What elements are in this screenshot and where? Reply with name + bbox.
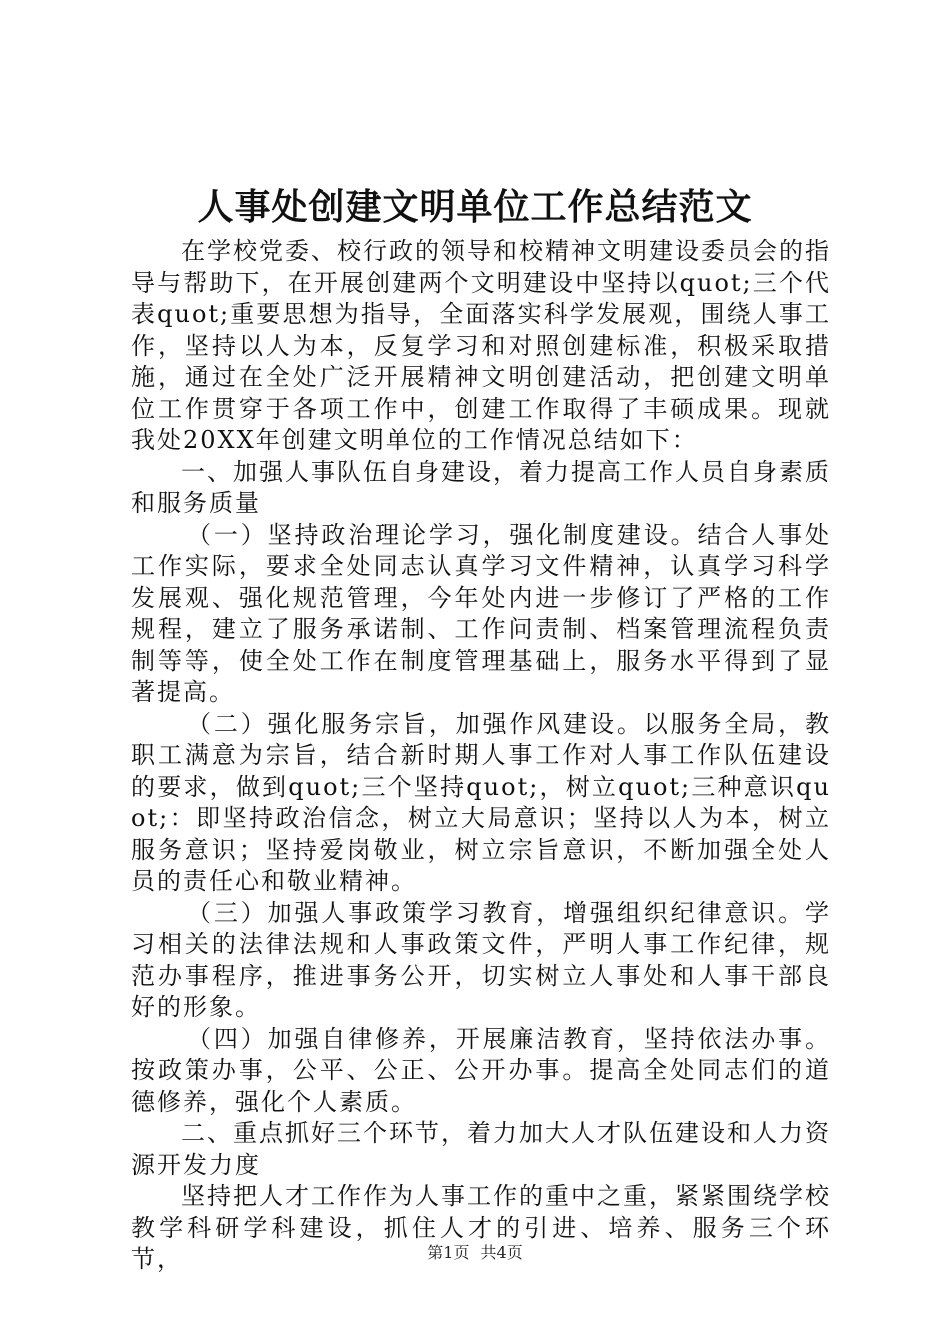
intro-paragraph: 在学校党委、校行政的领导和校精神文明建设委员会的指导与帮助下，在开展创建两个文明建设中坚持以quot;三个代表quot;重要思想为指导，全面落实科学发展观，围绕人事工作，坚持以人为本，反复学习和对照创建标准，积极采取措施，通过在全处广泛开展精神文明创建活动，把创建文明单位工作贯穿于各项工作中，创建工作取得了丰硕成果。现就我处20XX年创建文明单位的工作情况总结如下：: [131, 237, 831, 454]
section-heading-1: 一、加强人事队伍自身建设，着力提高工作人员自身素质和服务质量: [131, 457, 831, 517]
subsection-paragraph-1: （一）坚持政治理论学习，强化制度建设。结合人事处工作实际，要求全处同志认真学习文件精神，认真学习科学发展观、强化规范管理，今年处内进一步修订了严格的工作规程，建立了服务承诺制、工作问责制、档案管理流程负责制等等，使全处工作在制度管理基础上，服务水平得到了显著提高。: [131, 520, 831, 706]
subsection-paragraph-2: （二）强化服务宗旨，加强作风建设。以服务全局，教职工满意为宗旨，结合新时期人事工作对人事工作队伍建设的要求，做到quot;三个坚持quot;，树立quot;三种意识quot;：即坚持政治信念，树立大局意识；坚持以人为本，树立服务意识；坚持爱岗敬业，树立宗旨意识，不断加强全处人员的责任心和敬业精神。: [131, 709, 831, 895]
page-total: 共4页: [480, 1243, 523, 1262]
document-title: 人事处创建文明单位工作总结范文: [197, 187, 753, 228]
body-paragraph: 坚持把人才工作作为人事工作的重中之重，紧紧围绕学校教学科研学科建设，抓住人才的引进、培养、服务三个环节，: [131, 1182, 831, 1273]
document-body: [131, 236, 831, 1276]
section-heading-2: 二、重点抓好三个环节，着力加大人才队伍建设和人力资源开发力度: [131, 1119, 831, 1179]
page-number: 第1页: [427, 1243, 470, 1262]
subsection-paragraph-3: （三）加强人事政策学习教育，增强组织纪律意识。学习相关的法律法规和人事政策文件，严明人事工作纪律，规范办事程序，推进事务公开，切实树立人事处和人事干部良好的形象。: [131, 898, 831, 1021]
page-footer: [0, 1242, 950, 1264]
subsection-paragraph-4: （四）加强自律修养，开展廉洁教育，坚持依法办事。按政策办事，公平、公正、公开办事。提高全处同志们的道德修养，强化个人素质。: [131, 1024, 831, 1116]
